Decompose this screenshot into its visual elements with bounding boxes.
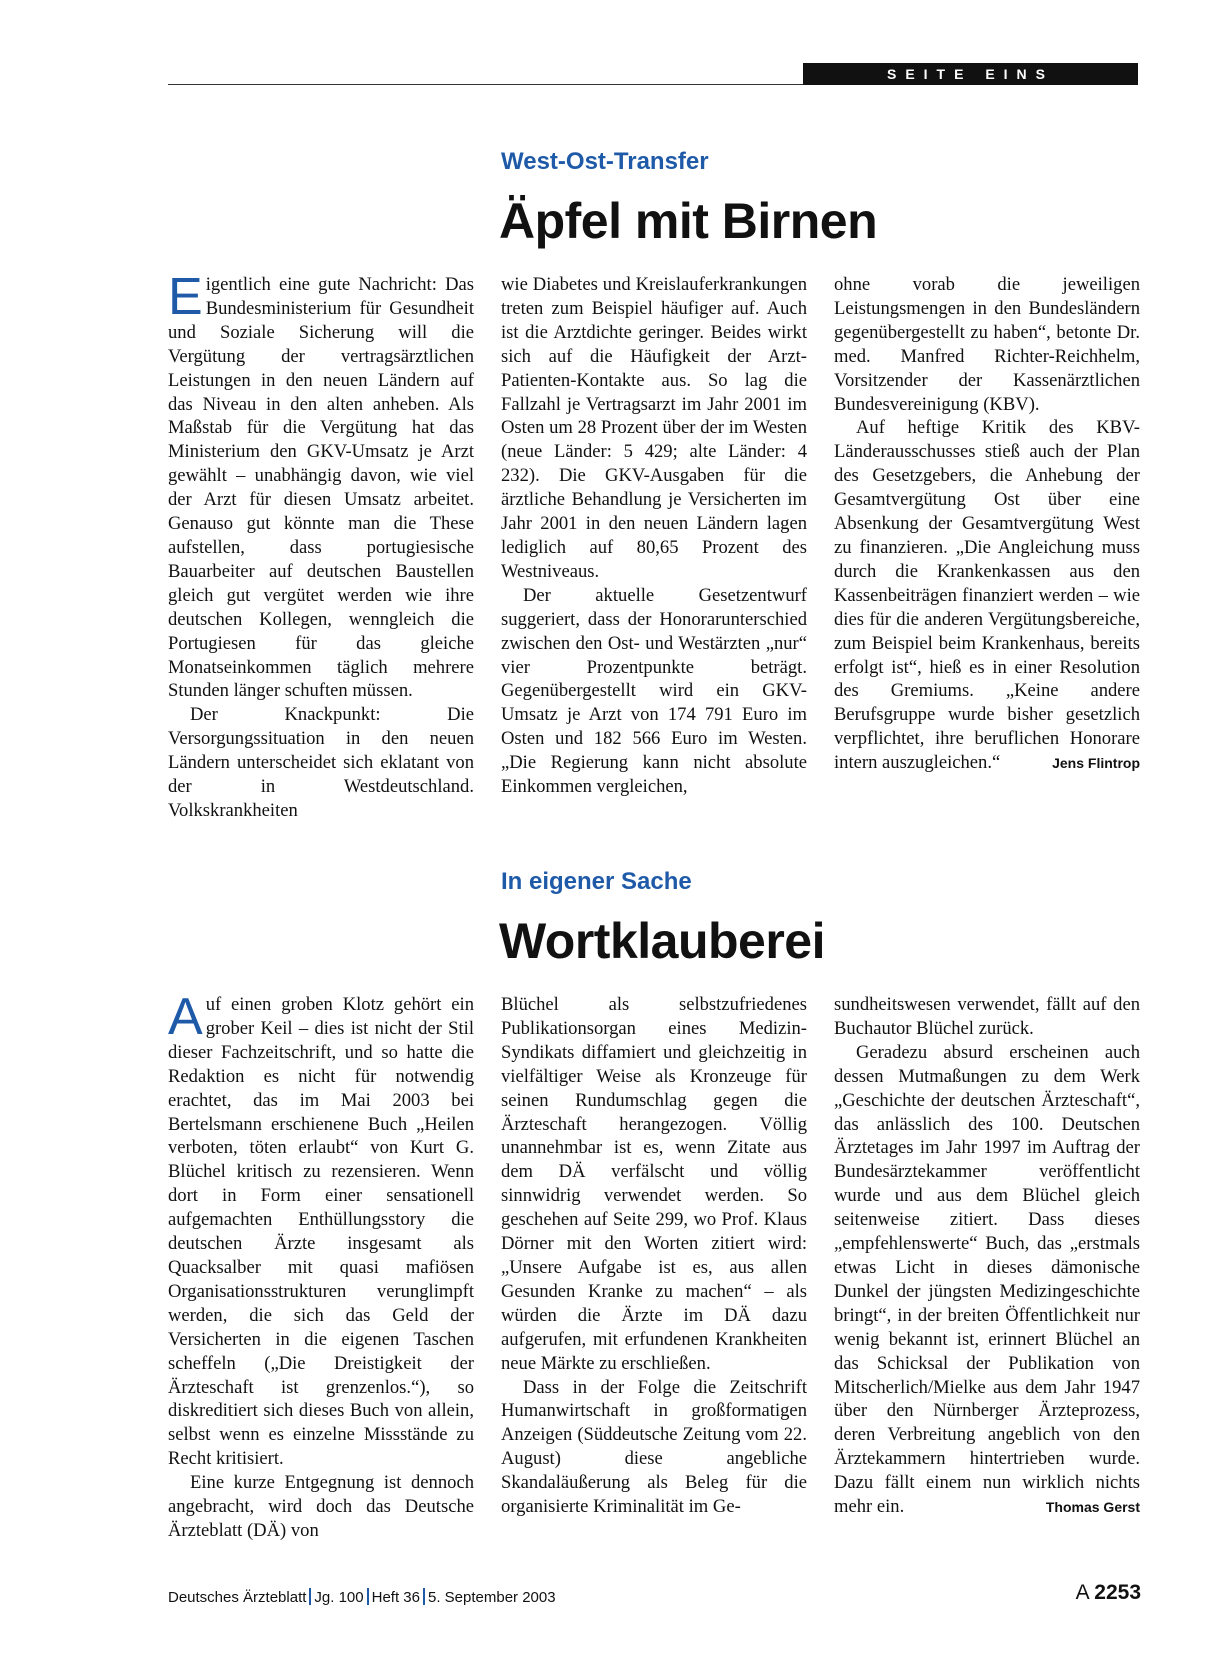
article1-paragraph: ohne vorab die jeweiligen Leistungsmengen in den Bundesländern gegenübergestellt zu haben“, betonte Dr. med. Manfred Richter-Reichhelm, Vorsitzender der Kassenärztlichen Bundesvereinigung (KBV).	[834, 274, 1140, 415]
dropcap: A	[168, 988, 203, 1046]
article1-paragraph: Eigentlich eine gute Nachricht: Das Bundesministerium für Gesundheit und Soziale Sicherung will die Vergütung der vertragsärztlichen Leistungen in den neuen Ländern auf das Niveau in den alten anheben. Als Maßstab für die Vergütung hat das Ministerium den GKV-Umsatz je Arzt gewählt – unabhängig davon, wie viel der Arzt für diesen Umsatz arbeitet. Genauso gut könnte man die These aufstellen, dass portugiesische Bauarbeiter auf deutschen Baustellen gleich gut vergütet werden wie ihre deutschen Kollegen, wenngleich die Portugiesen für das gleiche Monatseinkommen täglich mehrere Stunden länger schuften müssen.	[168, 268, 474, 702]
article2-paragraph: Dass in der Folge die Zeitschrift Humanwirtschaft in großformatigen Anzeigen (Süddeutsche Zeitung vom 22. August) diese angebliche Skandaläußerung als Beleg für die organisierte Kriminalität im Ge-	[501, 1376, 807, 1518]
article2-paragraph: Auf einen groben Klotz gehört ein grober Keil – dies ist nicht der Stil dieser Fachzeitschrift, und so hatte die Redaktion es nicht für notwendig erachtet, das im Mai 2003 bei Bertelsmann erschienene Buch „Heilen verboten, töten erlaubt“ von Kurt G. Blüchel kritisch zu rezensieren. Wenn dort in Form einer sensationell aufgemachten Enthüllungsstory die deutschen Ärzte insgesamt als Quacksalber mit quasi mafiösen Organisationsstrukturen verunglimpft werden, die sich das Geld der Versicherten in die eigenen Taschen scheffeln („Die Dreistigkeit der Ärzteschaft ist grenzenlos.“), so diskreditiert sich dieses Buch von allein, selbst wenn es einzelne Missstände zu Recht kritisiert.	[168, 988, 474, 1470]
article2-paragraph: sundheitswesen verwendet, fällt auf den Buchautor Blüchel zurück.	[834, 994, 1140, 1039]
article2-column-2	[501, 993, 807, 1519]
article2-column-1	[168, 988, 474, 1543]
page-number: A 2253	[1075, 1581, 1141, 1604]
article2-kicker: In eigener Sache	[501, 868, 692, 895]
footer-separator	[309, 1588, 311, 1605]
article2-paragraph: Eine kurze Entgegnung ist dennoch angebracht, wird doch das Deutsche Ärzteblatt (DÄ) von	[168, 1472, 474, 1541]
article1-column-2	[501, 273, 807, 799]
article1-column-3	[834, 273, 1140, 776]
article2-paragraph: Geradezu absurd erscheinen auch dessen Mutmaßungen zu dem Werk „Geschichte der deutschen Ärzteschaft“, das anlässlich des 100. Deutschen Ärztetages im Jahr 1997 im Auftrag der Bundesärztekammer veröffentlicht wurde und aus dem Blüchel gleich seitenweise zitiert. Dass dieses „empfehlenswerte“ Buch, das „erstmals etwas Licht in dieses dämonische Dunkel der jüngsten Medizingeschichte bringt“, in der breiten Öffentlichkeit nur wenig bekannt ist, erinnert Blüchel an das Schicksal der Publikation von Mitscherlich/Mielke aus dem Jahr 1947 über den Nürnberger Ärzteprozess, deren Verbreitung angeblich von den Ärztekammern hintertrieben wurde. Dazu fällt einem nun wirklich nichts mehr ein. Thomas Gerst	[834, 1041, 1140, 1519]
journal-volume: Jg. 100	[314, 1589, 364, 1606]
article1-paragraph: Der Knackpunkt: Die Versorgungssituation in den neuen Ländern unterscheidet sich eklatant von der in Westdeutschland. Volkskrankheiten	[168, 704, 474, 821]
article2-author: Thomas Gerst	[1045, 1499, 1140, 1516]
journal-name: Deutsches Ärzteblatt	[168, 1589, 307, 1606]
article1-paragraph: Der aktuelle Gesetzentwurf suggeriert, dass der Honorarunterschied zwischen den Ost- und Westärzten „nur“ vier Prozentpunkte beträgt. Gegenübergestellt wird ein GKV-Umsatz je Arzt von 174 791 Euro im Osten und 182 566 Euro im Westen. „Die Regierung kann nicht absolute Einkommen vergleichen,	[501, 584, 807, 798]
article1-title: Äpfel mit Birnen	[499, 193, 878, 249]
footer-separator	[423, 1588, 425, 1605]
article1-kicker: West-Ost-Transfer	[501, 148, 709, 175]
article1-paragraph: wie Diabetes und Kreislauferkrankungen treten zum Beispiel häufiger auf. Auch ist die Arztdichte geringer. Beides wirkt sich auf die Häufigkeit der Arzt-Patienten-Kontakte aus. So lag die Fallzahl je Vertragsarzt im Jahr 2001 im Osten um 28 Prozent über der im Westen (neue Länder: 5 429; alte Länder: 4 232). Die GKV-Ausgaben für die ärztliche Behandlung je Versicherten im Jahr 2001 in den neuen Ländern lagen lediglich auf 80,65 Prozent des Westniveaus.	[501, 274, 807, 582]
article2-column-3	[834, 993, 1140, 1520]
article1-author: Jens Flintrop	[1052, 755, 1140, 772]
section-label: SEITE EINS	[803, 63, 1138, 85]
article2-title: Wortklauberei	[499, 913, 825, 969]
dropcap: E	[168, 268, 203, 326]
page-footer	[168, 1588, 556, 1606]
journal-date: 5. September 2003	[428, 1589, 556, 1606]
article1-paragraph: Auf heftige Kritik des KBV-Länderausschusses stieß auch der Plan des Gesetzgebers, die Anhebung der Gesamtvergütung Ost über eine Absenkung der Gesamtvergütung West zu finanzieren. „Die Angleichung muss durch die Krankenkassen aus den Kassenbeiträgen finanziert werden – wie dies für die anderen Vergütungsbereiche, zum Beispiel beim Krankenhaus, bereits erfolgt ist“, hieß es in einer Resolution des Gremiums. „Keine andere Berufsgruppe wurde bisher gesetzlich verpflichtet, ihre beruflichen Honorare intern auszugleichen.“ Jens Flintrop	[834, 416, 1140, 775]
article1-column-1	[168, 268, 474, 823]
footer-separator	[367, 1588, 369, 1605]
article2-paragraph: Blüchel als selbstzufriedenes Publikationsorgan eines Medizin-Syndikats diffamiert und gleichzeitig in vielfältiger Weise als Kronzeuge für seinen Rundumschlag gegen die Ärzteschaft herangezogen. Völlig unannehmbar ist es, wenn Zitate aus dem DÄ verfälscht und völlig sinnwidrig verwendet werden. So geschehen auf Seite 299, wo Prof. Klaus Dörner mit den Worten zitiert wird: „Unsere Aufgabe ist es, aus allen Gesunden Kranke zu machen“ – als würden die Ärzte im DÄ dazu aufgerufen, mit erfundenen Krankheiten neue Märkte zu erschließen.	[501, 994, 807, 1374]
journal-issue: Heft 36	[371, 1589, 420, 1606]
